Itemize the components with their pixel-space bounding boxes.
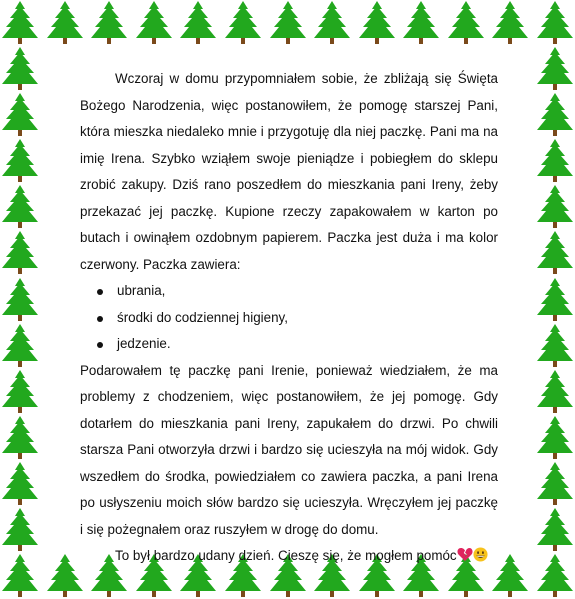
christmas-tree-icon [0, 508, 40, 552]
christmas-tree-icon [178, 1, 218, 45]
christmas-tree-icon [268, 1, 308, 45]
christmas-tree-icon [134, 1, 174, 45]
christmas-tree-icon [45, 554, 85, 598]
christmas-tree-icon [535, 554, 575, 598]
christmas-tree-icon [535, 416, 575, 460]
christmas-tree-icon [401, 1, 441, 45]
christmas-tree-icon [535, 278, 575, 322]
christmas-tree-icon [0, 231, 40, 275]
christmas-tree-icon [0, 324, 40, 368]
list-item: środki do codziennej higieny, [105, 305, 498, 332]
letter-text [80, 66, 498, 570]
package-contents-list [80, 278, 498, 358]
christmas-tree-icon [0, 185, 40, 229]
christmas-tree-icon [357, 1, 397, 45]
christmas-tree-icon [446, 1, 486, 45]
paragraph-2: Podarowałem tę paczkę pani Irenie, ponieważ wiedziałem, że ma problemy z chodzeniem, więc postanowiłem, że jej pomogę. Gdy dotarłem do mieszkania pani Ireny, zapukałem do drzwi. Po chwili starsza Pani otworzyła drzwi i bardzo się ucieszyła na mój widok. Gdy wszedłem do środka, powiedziałem co zawiera paczka, a pani Irena po usłyszeniu moich słów bardzo się ucieszyła. Wręczyłem jej paczkę i się pożegnałem oraz ruszyłem w drogę do domu. [80, 362, 498, 537]
broken-heart-icon [457, 547, 473, 562]
christmas-tree-icon [535, 47, 575, 91]
christmas-tree-icon [0, 278, 40, 322]
christmas-tree-icon [535, 324, 575, 368]
christmas-tree-icon [0, 93, 40, 137]
christmas-tree-icon [535, 231, 575, 275]
christmas-tree-icon [535, 508, 575, 552]
christmas-tree-icon [0, 462, 40, 506]
christmas-tree-icon [89, 1, 129, 45]
christmas-tree-icon [535, 370, 575, 414]
christmas-tree-icon [535, 1, 575, 45]
christmas-tree-icon [535, 93, 575, 137]
christmas-tree-icon [535, 462, 575, 506]
paragraph-3 [80, 543, 498, 570]
christmas-tree-icon [535, 139, 575, 183]
paragraph-1: Wczoraj w domu przypomniałem sobie, że zbliżają się Święta Bożego Narodzenia, więc postanowiłem, że pomogę starszej Pani, która mieszka niedaleko mnie i przygotuję dla niej paczkę. Pani ma na imię Irena. Szybko wziąłem swoje pieniądze i pobiegłem do sklepu zrobić zakupy. Dziś rano poszedłem do mieszkania pani Ireny, żeby przekazać jej paczkę. Kupione rzeczy zapakowałem w karton po butach i owinąłem ozdobnym papierem. Paczka jest duża i ma kolor czerwony. Paczka zawiera: [80, 71, 498, 272]
list-item: ubrania, [105, 278, 498, 305]
christmas-tree-icon [223, 1, 263, 45]
christmas-tree-icon [490, 1, 530, 45]
christmas-tree-icon [0, 1, 40, 45]
grinning-face-icon [473, 547, 488, 562]
christmas-tree-icon [45, 1, 85, 45]
christmas-tree-icon [0, 139, 40, 183]
christmas-tree-icon [0, 554, 40, 598]
christmas-tree-icon [312, 1, 352, 45]
christmas-tree-icon [535, 185, 575, 229]
list-item: jedzenie. [105, 331, 498, 358]
paragraph-3-text: To był bardzo udany dzień. Cieszę się, że mogłem pomóc [115, 548, 457, 563]
christmas-tree-icon [0, 370, 40, 414]
christmas-tree-icon [0, 47, 40, 91]
christmas-tree-icon [0, 416, 40, 460]
